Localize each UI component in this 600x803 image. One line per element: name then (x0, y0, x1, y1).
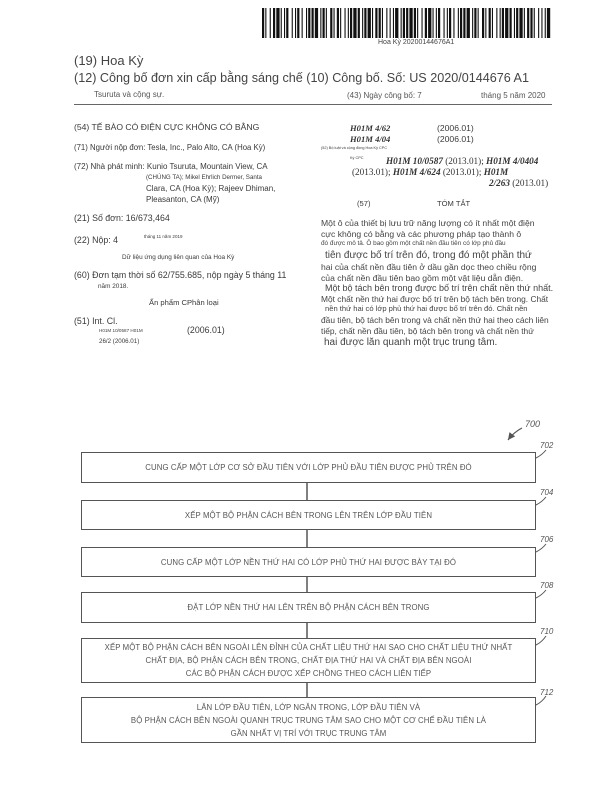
inventors-line-4: Pleasanton, CA (Mỹ) (146, 195, 220, 204)
step-text: XẾP MỘT BỘ PHẬN CÁCH BÊN NGOÀI LÊN ĐỈNH CỦA CHẤT LIỆU THỨ HAI SAO CHO CHẤT LIỆU THỨ NHẤT (104, 643, 513, 652)
classification-code-1-date: (2006.01) (187, 325, 225, 335)
abstract-number: (57) (357, 199, 371, 208)
applicant: (71) Người nộp đơn: Tesla, Inc., Palo Alto, CA (Hoa Kỳ) (74, 143, 266, 152)
classification-code-1: H01M 10/0587 H01M (99, 328, 143, 333)
country-line: (19) Hoa Kỳ (74, 53, 144, 68)
step-text: LĂN LỚP ĐẦU TIÊN, LỚP NGĂN TRONG, LỚP ĐẦU TIÊN VÀ (196, 702, 421, 712)
classification-heading: Ấn phẩm CPhân loại (149, 298, 219, 307)
step-text: XẾP MỘT BỘ PHẬN CÁCH BÊN TRONG LÊN TRÊN LỚP ĐẦU TIÊN (184, 510, 433, 520)
step-text: CUNG CẤP MỘT LỚP CƠ SỞ ĐẦU TIÊN VỚI LỚP PHỦ ĐẦU TIÊN ĐƯỢC PHỦ TRÊN ĐÓ (145, 463, 472, 472)
step-text: CUNG CẤP MỘT LỚP NỀN THỨ HAI CÓ LỚP PHỦ THỨ HAI ĐƯỢC BÀY TẠI ĐÓ (160, 557, 457, 567)
abstract-line: Một chất nền thứ hai được bố trí trên bộ tách bên trong. Chất (321, 294, 549, 304)
application-number: (21) Số đơn: 16/673,464 (74, 213, 170, 223)
pub-date-value: tháng 5 năm 2020 (481, 91, 546, 100)
abstract-line: đó được mô tả. Ô bao gồm một chất nền đầu tiên có lớp phủ đầu (321, 240, 506, 247)
classification-code-2: 26/2 (2006.01) (99, 338, 140, 345)
patent-title: (54) TẾ BÀO CÓ ĐIỆN CỰC KHÔNG CÓ BẰNG (74, 122, 260, 132)
figure-label: 700 (525, 419, 541, 429)
step-text: ĐẶT LỚP NỀN THỨ HAI LÊN TRÊN BỘ PHẬN CÁCH BÊN TRONG (187, 603, 430, 612)
step-number: 712 (540, 688, 554, 697)
abstract-line: tiếp, chất nền đầu tiên, bộ tách bên trong và chất nền thứ (321, 326, 534, 336)
inventors-line-2: (CHÚNG TA); Mikel Ehrlich Dermer, Santa (146, 174, 262, 181)
step-number: 704 (540, 488, 554, 497)
step-text: CÁC BỘ PHẬN CÁCH ĐƯỢC XẾP CHỒNG THEO CÁCH LIÊN TIẾP (185, 669, 432, 678)
cpc-date-a: (2013.01); (445, 156, 484, 166)
abstract-line: cực không có bằng và các phương pháp tạo thành ô (321, 229, 522, 239)
step-leader (536, 696, 546, 705)
cpc-code-b: H01M 4/0404 (486, 156, 539, 166)
us-cl-label: (52) Bộ luật và cộng đồng Hoa Kỳ CPC (321, 146, 388, 150)
cpc-date-c: (2013.01); (442, 167, 482, 177)
step-leader (536, 544, 546, 552)
publication-title: (12) Công bố đơn xin cấp bằng sáng chế (10) Công bố. Số: US 2020/0144676 A1 (74, 71, 529, 85)
flowchart-step-710 (81, 638, 536, 683)
abstract-heading: TÓM TẮT (437, 199, 471, 208)
flowchart-step-708 (81, 592, 536, 623)
provisional-line-2: năm 2018. (98, 283, 129, 290)
step-leader (536, 497, 546, 505)
step-text: CHẤT ĐỊA, BỘ PHẬN CÁCH BÊN TRONG, CHẤT ĐỊA THỨ HAI VÀ CHẤT ĐỊA BÊN NGOÀI (145, 656, 472, 665)
flowchart-step-712 (81, 697, 536, 743)
flowchart-step-702 (81, 452, 536, 483)
cpc-label: Ký CPC (350, 156, 364, 160)
flowchart-step-706 (81, 547, 536, 577)
inventors-line-1: (72) Nhà phát minh: Kunio Tsuruta, Mountain View, CA (74, 162, 268, 171)
abstract-line: tiên được bố trí trên đó, trong đó một phần thứ (325, 250, 532, 261)
related-data-heading: Dữ liệu ứng dụng liên quan của Hoa Kỳ (122, 254, 235, 261)
abstract-line: Một ô của thiết bị lưu trữ năng lượng có ít nhất một điện (321, 218, 535, 228)
filed-date-small: tháng 11 năm 2019 (144, 234, 183, 239)
step-number: 702 (540, 441, 554, 450)
abstract-line: của chất nền đầu tiên bao gồm một vật liệu dẫn điện. (321, 273, 524, 283)
step-number: 708 (540, 581, 554, 590)
abstract-line: hai được lăn quanh một trục trung tâm. (324, 337, 498, 348)
abstract-line: Một bộ tách bên trong được bố trí trên chất nền thứ nhất. (325, 283, 554, 293)
int-cl: (51) Int. Cl. (74, 316, 118, 326)
step-leader (536, 450, 546, 458)
cpc-code-d: H01M (483, 167, 509, 177)
inventors-line-3: Clara, CA (Hoa Kỳ); Rajeev Dhiman, (146, 184, 276, 193)
filed-date: (22) Nộp: 4 (74, 235, 119, 245)
flowchart-step-704 (81, 500, 536, 530)
cpc-date-b: (2013.01); (352, 167, 391, 177)
cpc-code-a: H01M 10/0587 (386, 156, 443, 166)
cpc-date-e: (2013.01) (512, 178, 549, 188)
provisional-line-1: (60) Đơn tạm thời số 62/755.685, nộp ngày 5 tháng 11 (74, 270, 287, 280)
cpc-code-c: H01M 4/624 (392, 167, 441, 177)
cl-code-2: H01M 4/04 (350, 134, 391, 144)
abstract-line: hai của chất nền đầu tiên ở dầu gần dọc theo chiều rộng (321, 262, 537, 272)
abstract-line: nền thứ hai có lớp phủ thứ hai được bố trí trên đó. Chất nền (325, 304, 528, 313)
step-text: BỘ PHẬN CÁCH BÊN NGOÀI QUANH TRỤC TRUNG TÂM SAO CHO MỘT CƠ CHẾ ĐẦU TIÊN LÀ (130, 715, 487, 725)
abstract-line: đầu tiên, bộ tách bên trong và chất nền thứ hai theo cách liên (321, 315, 549, 325)
cl-code-1: H01M 4/62 (350, 123, 391, 133)
figure-label-arrow (508, 428, 522, 440)
barcode-number: Hoa Kỳ 20200144676A1 (378, 39, 455, 46)
step-leader (536, 636, 546, 645)
authors: Tsuruta và cộng sự. (94, 90, 165, 99)
step-number: 710 (540, 627, 554, 636)
step-number: 706 (540, 535, 554, 544)
cl-code-2-date: (2006.01) (437, 134, 474, 144)
step-leader (536, 590, 546, 598)
pub-date-label: (43) Ngày công bố: 7 (347, 91, 422, 100)
step-text: GẦN NHẤT VỊ TRÍ VỚI TRỤC TRUNG TÂM (230, 728, 387, 738)
cl-code-1-date: (2006.01) (437, 123, 474, 133)
cpc-code-e: 2/263 (489, 178, 510, 188)
